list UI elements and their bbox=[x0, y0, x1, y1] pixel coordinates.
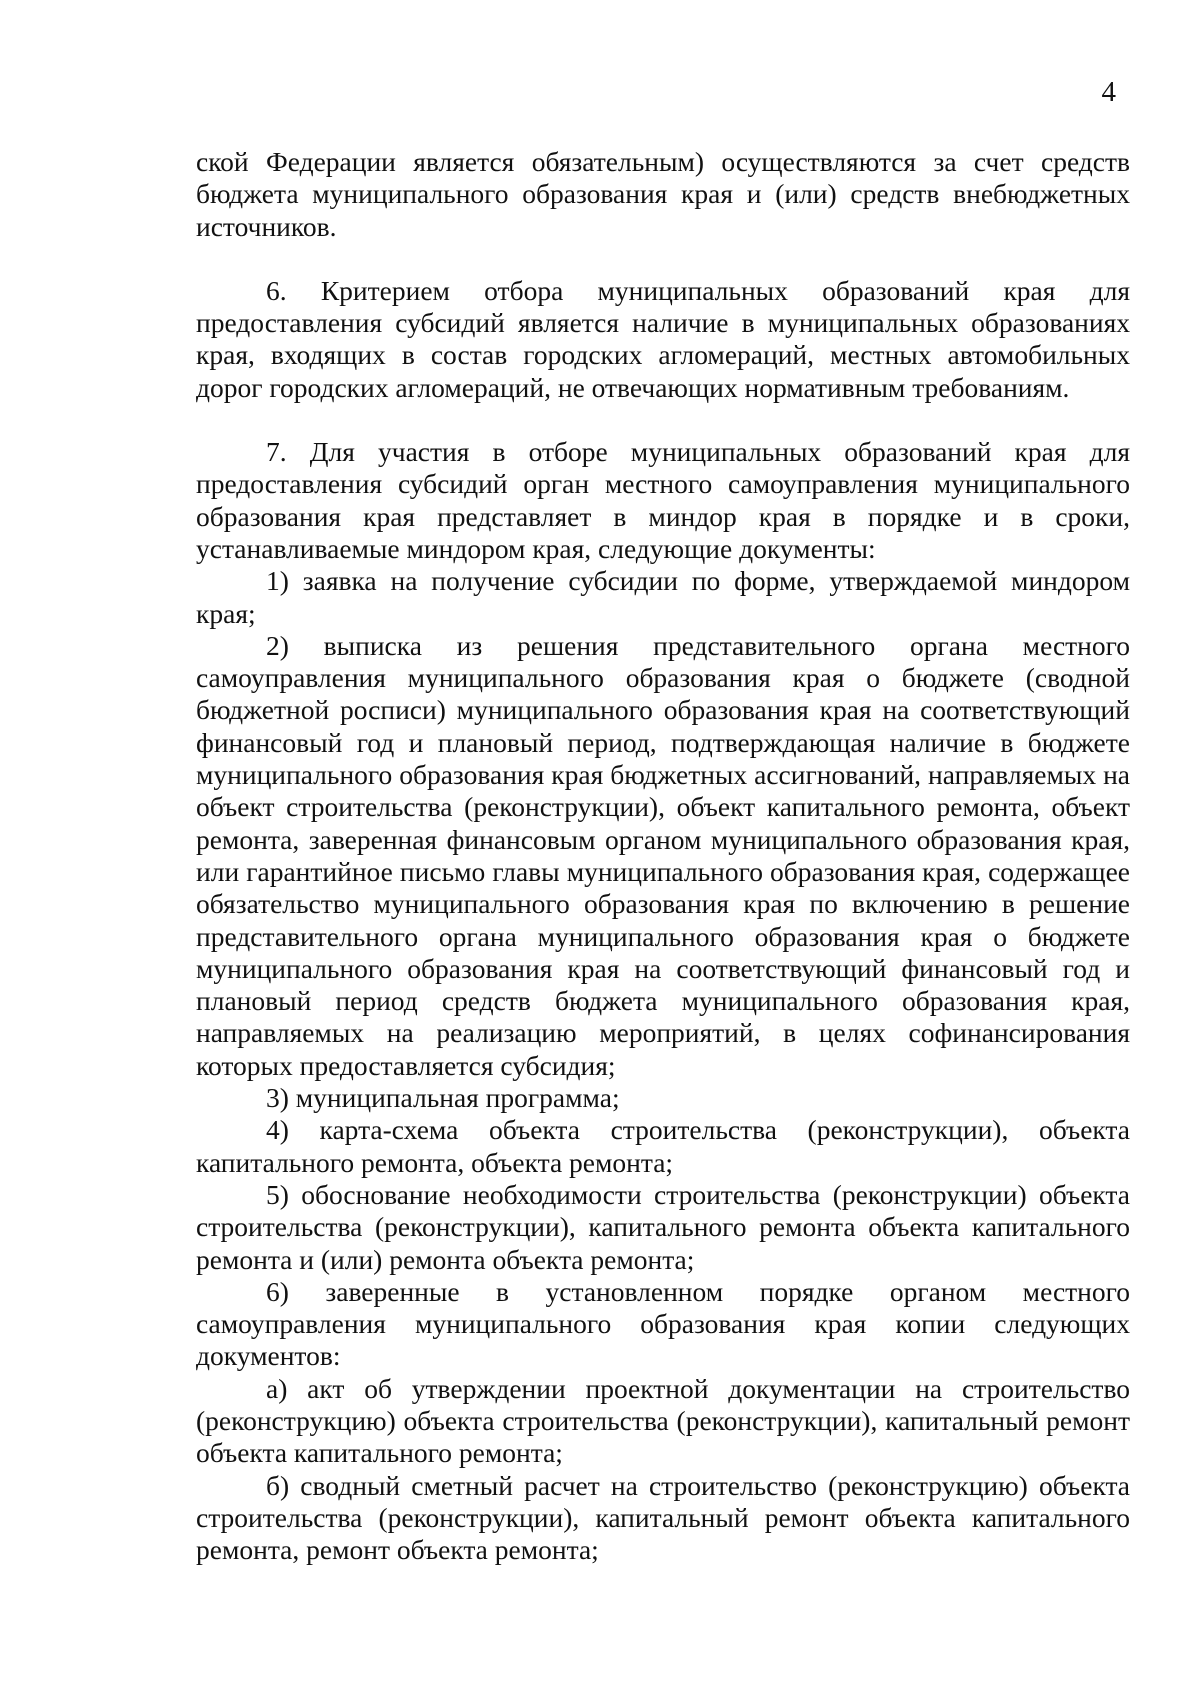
subitem-6b: б) сводный сметный расчет на строительство (реконструкцию) объекта строительства (реконструкции), капитальный ремонт объекта капитального ремонта, ремонт объекта ремонта; bbox=[196, 1469, 1130, 1566]
paragraph-continuation: ской Федерации является обязательным) осуществляются за счет средств бюджета муниципального образования края и (или) средств внебюджетных источников. bbox=[196, 146, 1130, 242]
subitem-6: 6) заверенные в установленном порядке органом местного самоуправления муниципального образования края копии следующих документов: bbox=[196, 1275, 1130, 1372]
subitem-6a: а) акт об утверждении проектной документации на строительство (реконструкцию) объекта строительства (реконструкции), капитальный ремонт объекта капитального ремонта; bbox=[196, 1372, 1130, 1469]
document-body bbox=[196, 146, 1130, 1566]
subitem-4: 4) карта-схема объекта строительства (реконструкции), объекта капитального ремонта, объекта ремонта; bbox=[196, 1114, 1130, 1178]
subitem-2: 2) выписка из решения представительного органа местного самоуправления муниципального образования края о бюджете (сводной бюджетной росписи) муниципального образования края на соответствующий финансовый год и плановый период, подтверждающая наличие в бюджете муниципального образования края бюджетных ассигнований, направляемых на объект строительства (реконструкции), объект капитального ремонта, объект ремонта, заверенная финансовым органом муниципального образования края, или гарантийное письмо главы муниципального образования края, содержащее обязательство муниципального образования края по включению в решение представительного органа муниципального образования края о бюджете муниципального образования края на соответствующий финансовый год и плановый период средств бюджета муниципального образования края, направляемых на реализацию мероприятий, в целях софинансирования которых предоставляется субсидия; bbox=[196, 629, 1130, 1081]
subitem-5: 5) обоснование необходимости строительства (реконструкции) объекта строительства (реконструкции), капитального ремонта объекта капитального ремонта и (или) ремонта объекта ремонта; bbox=[196, 1178, 1130, 1275]
page-number: 4 bbox=[1101, 76, 1116, 108]
subitem-1: 1) заявка на получение субсидии по форме, утверждаемой миндором края; bbox=[196, 565, 1130, 629]
paragraph-item-6: 6. Критерием отбора муниципальных образований края для предоставления субсидий является наличие в муниципальных образованиях края, входящих в состав городских агломераций, местных автомобильных дорог городских агломераций, не отвечающих нормативным требованиям. bbox=[196, 274, 1130, 403]
paragraph-item-7: 7. Для участия в отборе муниципальных образований края для предоставления субсидий орган местного самоуправления муниципального образования края представляет в миндор края в порядке и в сроки, устанавливаемые миндором края, следующие документы: bbox=[196, 436, 1130, 564]
subitem-3: 3) муниципальная программа; bbox=[266, 1082, 620, 1114]
